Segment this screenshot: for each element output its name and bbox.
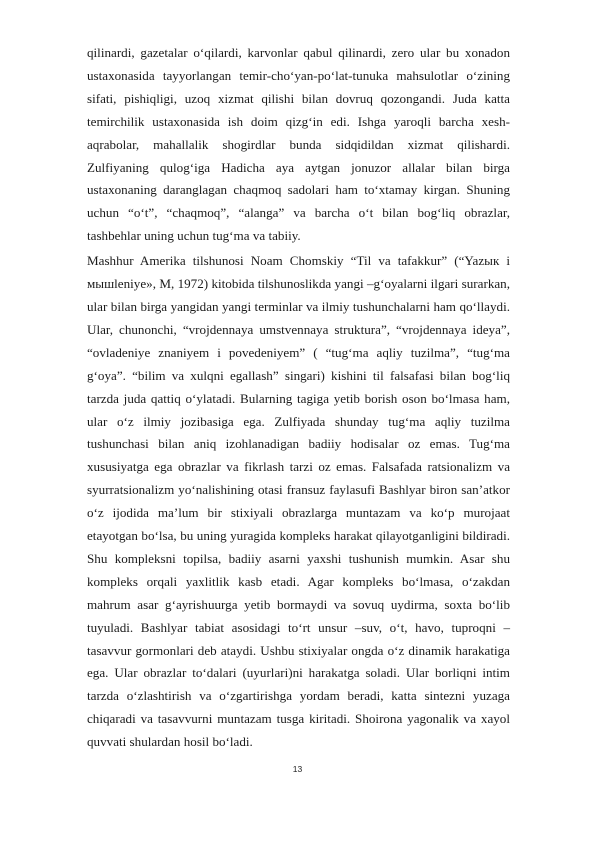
body-text — [87, 42, 510, 754]
paragraph: Mashhur Amerika tilshunosi Noam Chomskiy “Til va tafakkur” (“Yazык i мышleniye», M, 1972) kitobida tilshunoslikda yangi –g‘oyalarni ilgari surarkan, ular bilan birga yangidan yangi terminlar va ilmiy tushunchalarni ham qo‘llaydi. Ular, chunonchi, “vrojdennaya umstvennaya struktura”, “vrojdennaya ideya”, “ovladeniye znaniyem i povedeniyem” ( “tug‘ma aqliy tuzilma”, “tug‘ma g‘oya”. “bilim va xulqni egallash” singari) kishini til falsafasi bilan bog‘liq tarzda juda qattiq o‘ylatadi. Bularning tagiga yetib borish oson bo‘lmasa ham, ular o‘z ilmiy jozibasiga ega. Zulfiyada shunday tug‘ma aqliy tuzilma tushunchasi bilan aniq izohlanadigan badiiy hodisalar oz emas. Tug‘ma xususiyatga ega obrazlar va fikrlash tarzi oz emas. Falsafada ratsionalizm va syurratsionalizm yo‘nalishining otasi fransuz faylasufi Bashlyar biron san’atkor o‘z ijodida ma’lum bir stixiyali obrazlarga muntazam va ko‘p murojaat etayotgan bo‘lsa, bu uning yuragida kompleks harakat qilayotganligini bildiradi. Shu kompleksni topilsa, badiiy asarni yaxshi tushunish mumkin. Asar shu kompleks orqali yaxlitlik kasb etadi. Agar kompleks bo‘lmasa, o‘zakdan mahrum asar g‘ayrishuurga yetib bormaydi va sovuq uydirma, soxta bo‘lib tuyuladi. Bashlyar tabiat asosidagi to‘rt unsur –suv, o‘t, havo, tuproqni – tasavvur gormonlari deb ataydi. Ushbu stixiyalar ongda o‘z dinamik harakatiga ega. Ular obrazlar to‘dalari (uyurlari)ni harakatga soladi. Ular borliqni intim tarzda o‘zlashtirish va o‘zgartirishga yordam beradi, katta sintezni yuzaga chiqaradi va tasavvurni muntazam tusga kiritadi. Shoirona yagonalik va xayol quvvati shulardan hosil bo‘ladi. — [87, 253, 510, 750]
paragraph: qilinardi, gazetalar o‘qilardi, karvonlar qabul qilinardi, zero ular bu xonadon ustaxonasida tayyorlangan temir-cho‘yan-po‘lat-tunuka mahsulotlar o‘zining sifati, pishiqligi, uzoq xizmat qilishi bilan dovruq qozongandi. Juda katta temirchilik ustaxonasida ish doim qizg‘in edi. Ishga yaroqli barcha xesh-aqrabolar, mahallalik shogirdlar bunda sidqidildan xizmat qilishardi. Zulfiyaning qulog‘iga Hadicha aya aytgan jonuzor allalar bilan birga ustaxonaning daranglagan chaqmoq sadolari ham to‘xtamay kirgan. Shuning uchun “o‘t”, “chaqmoq”, “alanga” va barcha o‘t bilan bog‘liq obrazlar, tashbehlar uning uchun tug‘ma va tabiiy. — [87, 45, 510, 244]
page-number: 13 — [292, 764, 303, 774]
